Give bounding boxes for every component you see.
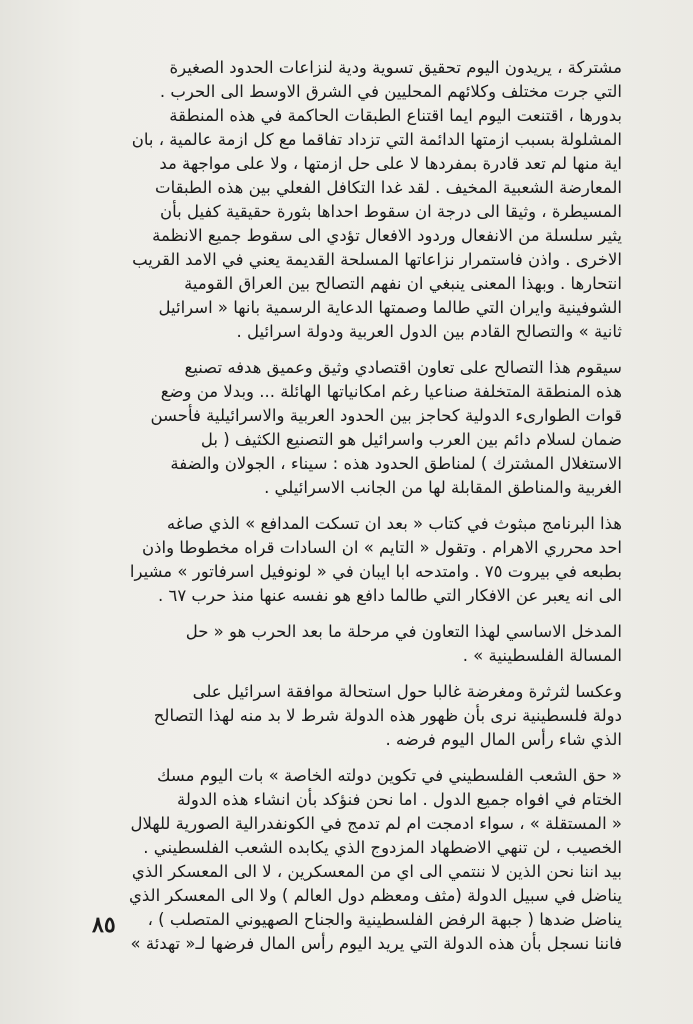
text-line: فاننا نسجل بأن هذه الدولة التي يريد اليوم رأس المال فرضها لـ« تهدئة » xyxy=(130,934,622,953)
text-line: المسيطرة ، وثيقا الى درجة ان سقوط احداها بثورة حقيقية كفيل بأن xyxy=(159,202,622,221)
text-line: « المستقلة » ، سواء ادمجت ام لم تدمج في الكونفدرالية الصورية للهلال xyxy=(130,814,622,833)
text-line: المعارضة الشعبية المخيف . لقد غدا التكافل الفعلي بين هذه الطبقات xyxy=(155,178,622,197)
text-line: مشتركة ، يريدون اليوم تحقيق تسوية ودية لنزاعات الحدود الصغيرة xyxy=(169,58,622,77)
text-line: الى انه يعبر عن الافكار التي طالما دافع هو نفسه عنها منذ حرب ٦٧ . xyxy=(157,586,622,605)
text-line: المشلولة بسبب ازمتها الدائمة التي تزداد تفاقما مع كل ازمة عالمية ، بان xyxy=(131,130,622,149)
text-line: بيد اننا نحن الذين لا ننتمي الى اي من المعسكرين ، لا الى المعسكر الذي xyxy=(131,862,622,881)
paragraph xyxy=(92,620,622,668)
page-number: ٨٥ xyxy=(92,912,116,938)
text-line: انتحارها . وبهذا المعنى ينبغي ان نفهم التصالح بين العراق القومية xyxy=(184,274,622,293)
text-line: « حق الشعب الفلسطيني في تكوين دولته الخاصة » بات اليوم مسك xyxy=(156,766,622,785)
text-line: وعكسا لثرثرة ومغرضة غالبا حول استحالة موافقة اسرائيل على xyxy=(192,682,622,701)
text-line: يثير سلسلة من الانفعال وردود الافعال تؤدي الى سقوط جميع الانظمة xyxy=(152,226,622,245)
text-line: الاستغلال المشترك ) لمناطق الحدود هذه : سيناء ، الجولان والضفة xyxy=(170,454,622,473)
body-text xyxy=(92,56,622,968)
paragraph xyxy=(92,764,622,956)
text-line: هذه المنطقة المتخلفة صناعيا رغم امكانياتها الهائلة ... وبدلا من وضع xyxy=(160,382,622,401)
text-line: قوات الطوارىء الدولية كحاجز بين الحدود العربية والاسرائيلية فأحسن xyxy=(150,406,622,425)
text-line: الذي شاء رأس المال اليوم فرضه . xyxy=(385,730,622,749)
text-line: هذا البرنامج مبثوث في كتاب « بعد ان تسكت المدافع » الذي صاغه xyxy=(166,514,622,533)
text-line: يناضل في سبيل الدولة (مثف ومعظم دول العالم ) ولا الى المعسكر الذي xyxy=(128,886,622,905)
text-line: اية منها لم تعد قادرة بمفردها لا على حل ازمتها ، ولا على مواجهة مد xyxy=(159,154,622,173)
text-line: يناضل ضدها ( جبهة الرفض الفلسطينية والجناح الصهيوني المتصلب ) ، xyxy=(147,910,622,929)
text-line: بطبعه في بيروت ٧٥ . وامتدحه ابا ايبان في « لونوفيل اسرفاتور » مشيرا xyxy=(129,562,622,581)
text-line: الغربية والمناطق المقابلة لها من الجانب الاسرائيلي . xyxy=(264,478,622,497)
text-line: ضمان لسلام دائم بين العرب واسرائيل هو التصنيع الكثيف ( بل xyxy=(200,430,622,449)
text-line: الخصيب ، لن تنهي الاضطهاد المزدوج الذي يكابده الشعب الفلسطيني . xyxy=(143,838,622,857)
paragraph xyxy=(92,356,622,500)
text-line: بدورها ، اقتنعت اليوم ايما اقتناع الطبقات الحاكمة في هذه المنطقة xyxy=(169,106,622,125)
paragraph xyxy=(92,680,622,752)
text-line: ثانية » والتصالح القادم بين الدول العربية ودولة اسرائيل . xyxy=(236,322,622,341)
paragraph xyxy=(92,512,622,608)
text-line: الاخرى . واذن فاستمرار نزاعاتها المسلحة القديمة يعني في الامد القريب xyxy=(132,250,622,269)
text-line: سيقوم هذا التصالح على تعاون اقتصادي وثيق وعميق هدفه تصنيع xyxy=(184,358,622,377)
text-line: احد محرري الاهرام . وتقول « التايم » ان السادات قراه مخطوطا واذن xyxy=(142,538,622,557)
text-line: المدخل الاساسي لهذا التعاون في مرحلة ما بعد الحرب هو « حل xyxy=(185,622,622,641)
text-line: التي جرت مختلف وكلائهم المحليين في الشرق الاوسط الى الحرب . xyxy=(159,82,622,101)
paragraph xyxy=(92,56,622,344)
text-line: الختام في افواه جميع الدول . اما نحن فنؤكد بأن انشاء هذه الدولة xyxy=(177,790,622,809)
text-line: الشوفينية وايران التي طالما وصمتها الدعاية الرسمية بانها « اسرائيل xyxy=(158,298,622,317)
text-line: دولة فلسطينية نرى بأن ظهور هذه الدولة شرط لا بد منه لهذا التصالح xyxy=(153,706,622,725)
text-line: المسالة الفلسطينية » . xyxy=(462,646,622,665)
